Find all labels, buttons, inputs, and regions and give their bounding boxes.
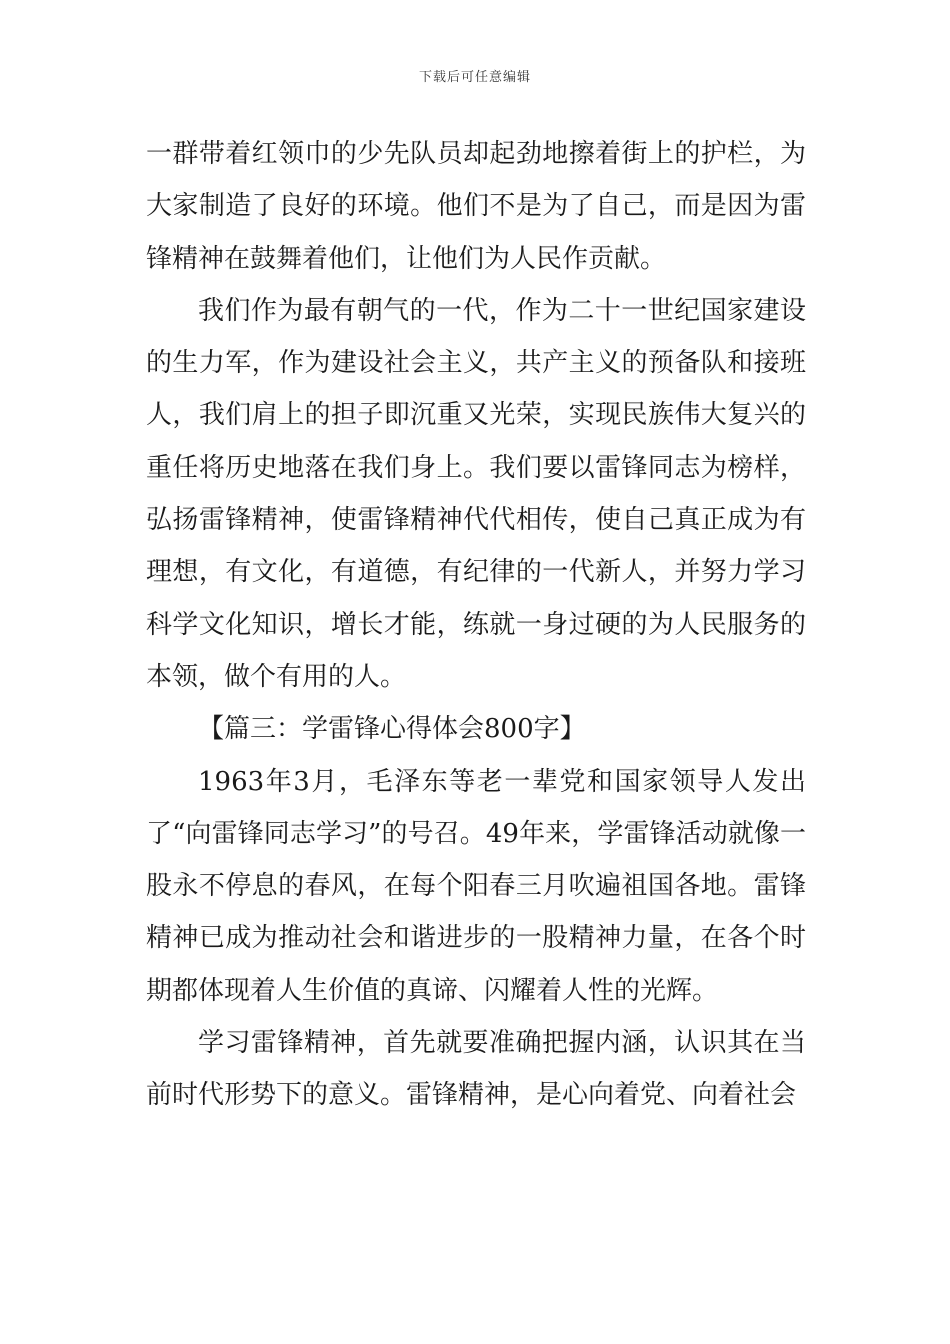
paragraph: 学习雷锋精神，首先就要准确把握内涵，认识其在当前时代形势下的意义。雷锋精神，是心向着党、向着社会: [146, 1028, 806, 1111]
page-header: 下载后可任意编辑: [418, 70, 531, 85]
section-heading: 【篇三：学雷锋心得体会800字】: [198, 714, 586, 745]
paragraph: 1963年3月，毛泽东等老一辈党和国家领导人发出了“向雷锋同志学习”的号召。49年来，学雷锋活动就像一股永不停息的春风，在每个阳春三月吹遍祖国各地。雷锋精神已成为推动社会和谐进步的一股精神力量，在各个时期都体现着人生价值的真谛、闪耀着人性的光辉。: [146, 766, 806, 1006]
document-body: [146, 128, 806, 1122]
paragraph: 我们作为最有朝气的一代，作为二十一世纪国家建设的生力军，作为建设社会主义，共产主义的预备队和接班人，我们肩上的担子即沉重又光荣，实现民族伟大复兴的重任将历史地落在我们身上。我们要以雷锋同志为榜样，弘扬雷锋精神，使雷锋精神代代相传，使自己真正成为有理想，有文化，有道德，有纪律的一代新人，并努力学习科学文化知识，增长才能，练就一身过硬的为人民服务的本领，做个有用的人。: [146, 295, 806, 692]
paragraph-continued: 一群带着红领巾的少先队员却起劲地擦着街上的护栏，为大家制造了良好的环境。他们不是为了自己，而是因为雷锋精神在鼓舞着他们，让他们为人民作贡献。: [146, 139, 806, 274]
